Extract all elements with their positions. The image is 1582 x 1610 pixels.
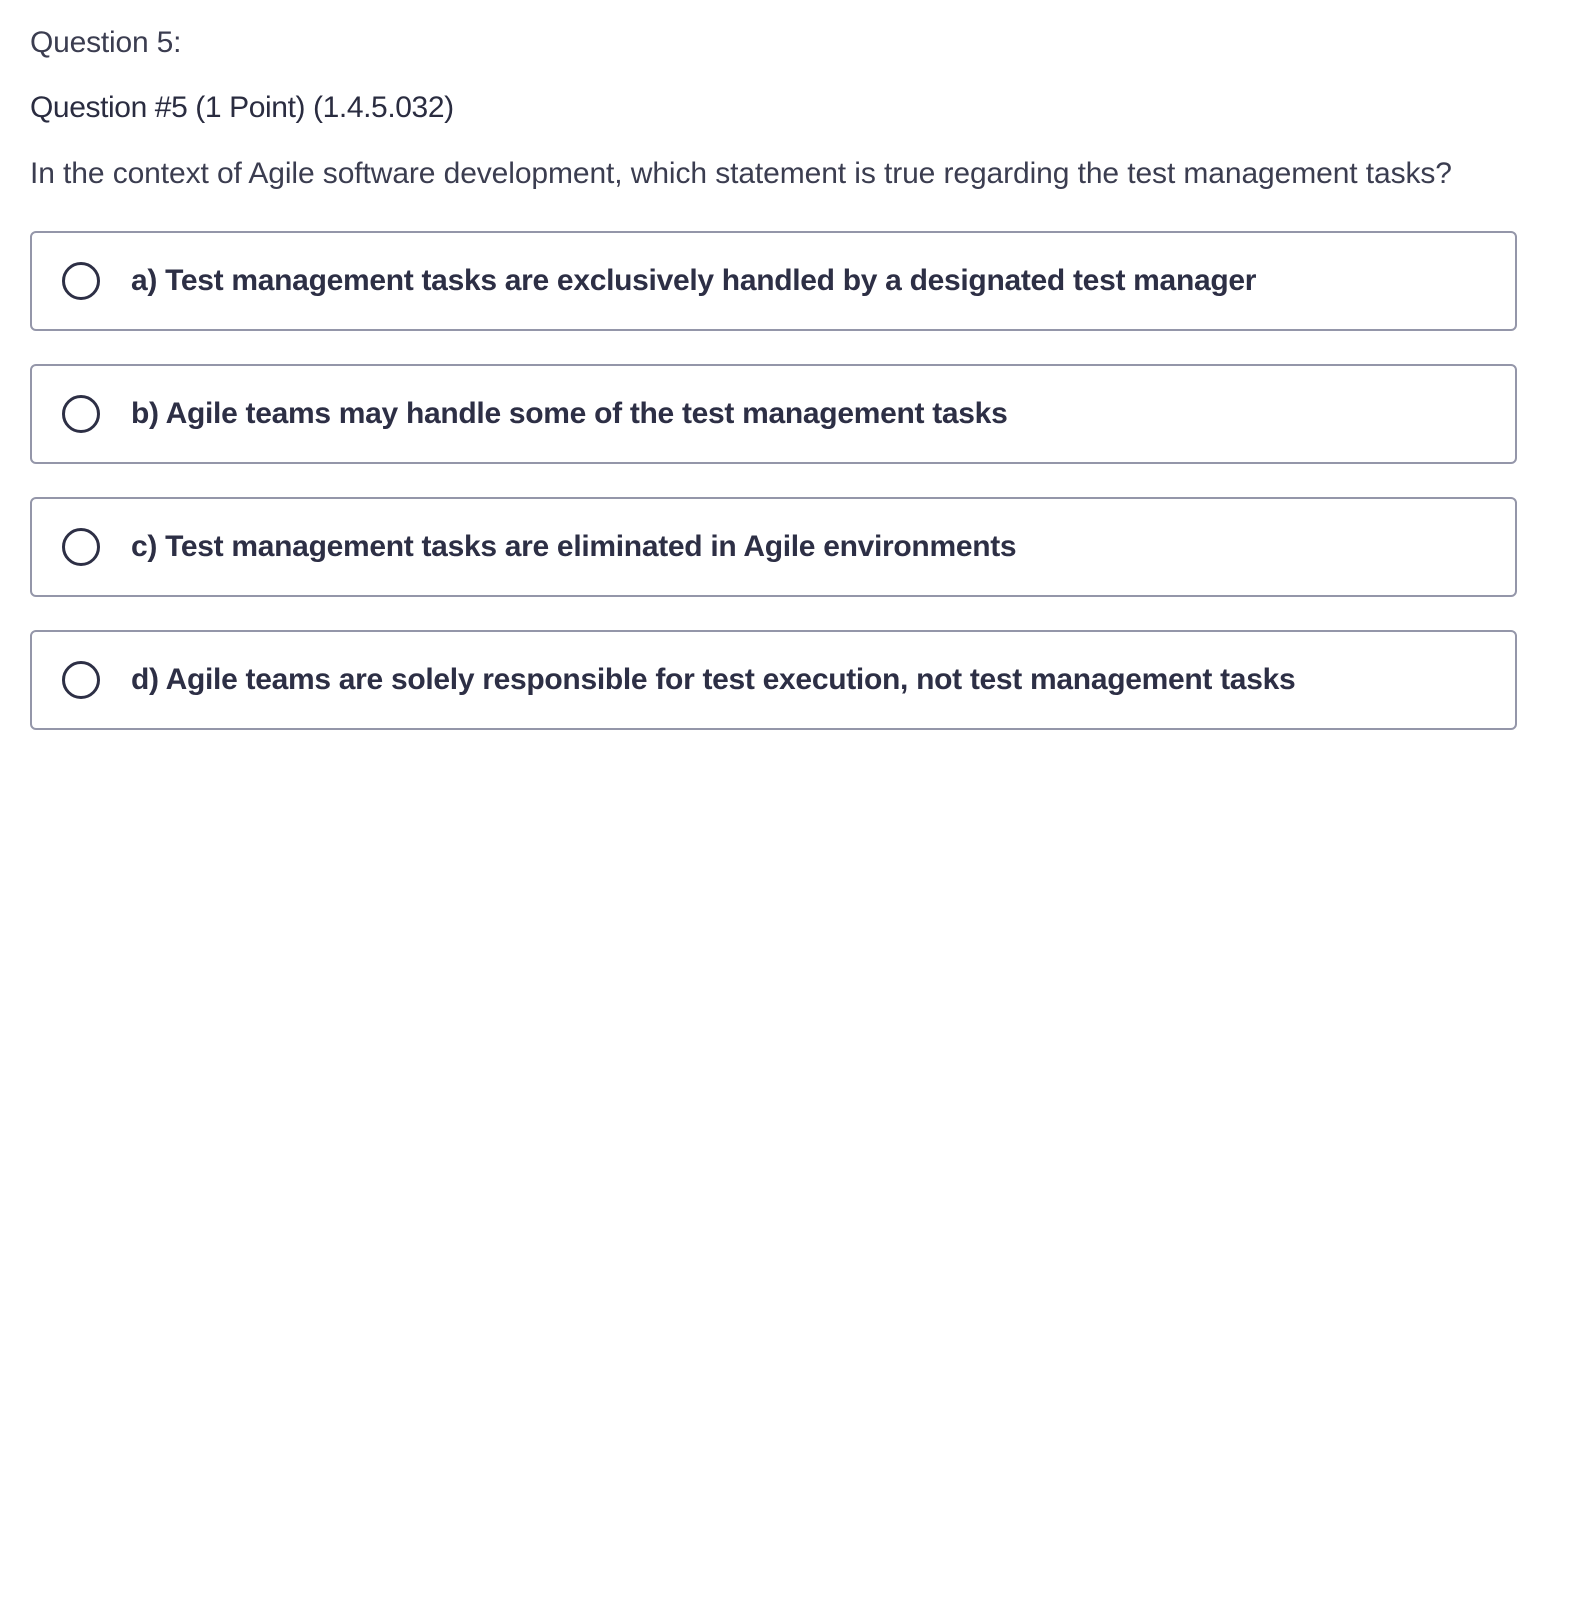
option-label: c) Test management tasks are eliminated in Agile environments [131,530,1017,563]
radio-icon[interactable] [62,528,100,566]
question-header: Question #5 (1 Point) (1.4.5.032) [30,91,454,124]
option-a[interactable] [30,231,1517,331]
question-text: In the context of Agile software development, which statement is true regarding the test management tasks? [30,157,1452,190]
option-label: d) Agile teams are solely responsible for test execution, not test management tasks [131,663,1296,696]
radio-icon[interactable] [62,395,100,433]
option-d[interactable] [30,630,1517,730]
radio-icon[interactable] [62,262,100,300]
question-number-label: Question 5: [30,26,182,59]
option-label: b) Agile teams may handle some of the test management tasks [131,397,1008,430]
option-b[interactable] [30,364,1517,464]
radio-icon[interactable] [62,661,100,699]
option-label: a) Test management tasks are exclusively handled by a designated test manager [131,264,1257,297]
answer-options [30,231,1517,763]
option-c[interactable] [30,497,1517,597]
